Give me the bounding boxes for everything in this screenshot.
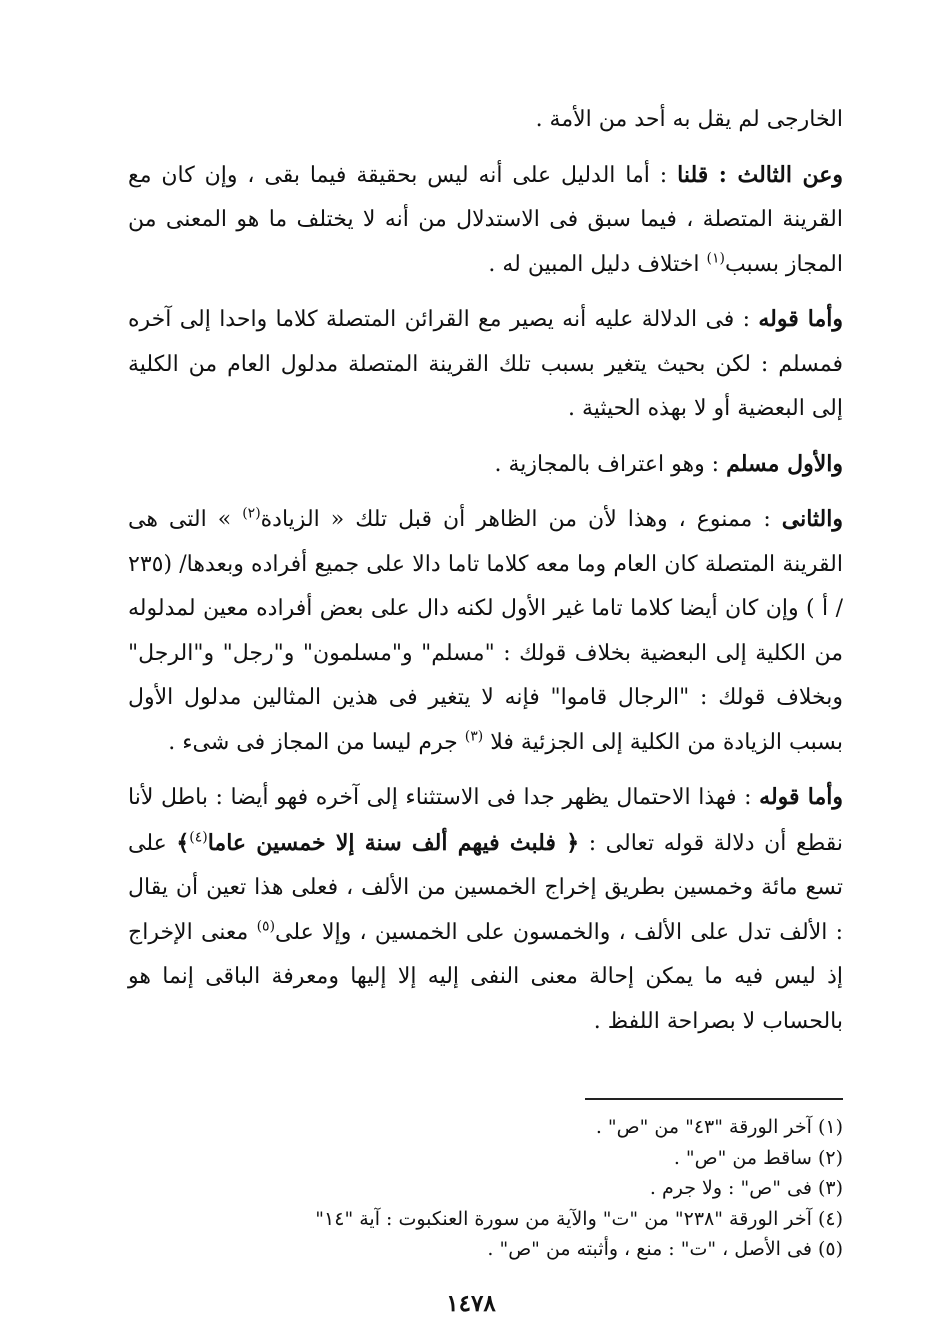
footnote-4: (٤) آخر الورقة "٢٣٨" من "ت" والآية من سورة العنكبوت : آية "١٤" bbox=[315, 1207, 843, 1230]
paragraph-text: : ممنوع ، وهذا لأن من الظاهر أن قبل تلك « الزيادة bbox=[260, 507, 771, 532]
paragraph-text: على تسع مائة وخمسين بطريق إخراج الخمسين من الألف ، فعلى هذا تعين أن يقال : الألف تدل على الألف ، والخمسون على الخمسين ، وإلا على bbox=[128, 830, 844, 945]
paragraph-lead: وأما قوله bbox=[758, 306, 843, 332]
footnote-divider bbox=[585, 1098, 843, 1100]
footnote-3: (٣) فى "ص" : ولا جرم . bbox=[649, 1177, 843, 1199]
footnote-ref: (١) bbox=[706, 250, 725, 267]
paragraph-text: جرم ليسا من المجاز فى شىء . bbox=[168, 729, 458, 755]
footnote-1: (١) آخر الورقة "٤٣" من "ص" . bbox=[595, 1116, 843, 1138]
paragraph-text: » التى هى القرينة المتصلة كان العام وما معه كلاما تاما دالا على جميع أفراده وبعدها/ (٢٣٥ / أ ) وإن كان أيضا كلاما تاما غير الأول لكنه دال على بعض أفراده معين لمدلوله من الكلية إلى البعضية بخلاف قولك : "مسلم" و"مسلمون" و"رجل" و"الرجل" وبخلاف قولك : "الرجال قاموا" فإنه لا يتغير فى هذين المثالين مدلول الأول بسبب الزيادة من الكلية إلى الجزئية فلا bbox=[128, 507, 843, 755]
paragraph-text-tail: اختلاف دليل المبين له . bbox=[488, 251, 700, 277]
paragraph-text: : وهو اعتراف بالمجازية . bbox=[494, 451, 720, 477]
footnote-ref: (٣) bbox=[464, 728, 484, 745]
footnote-ref: (٤) bbox=[189, 829, 208, 846]
paragraph-lead: وأما قوله bbox=[759, 784, 844, 810]
paragraph-text: : أما الدليل على أنه ليس بحقيقة فيما بقى ، وإن كان مع القرينة المتصلة ، فيما سبق فى الاستدلال من أنه لا يختلف ما هو المعنى من المجاز بسبب bbox=[128, 162, 843, 277]
paragraph-lead: وعن الثالث : قلنا bbox=[677, 161, 843, 188]
paragraph-first-accepted bbox=[128, 442, 843, 488]
paragraph-text: : فى الدلالة عليه أنه يصير مع القرائن المتصلة كلاما واحدا إلى آخره فمسلم : لكن بحيث يتغير بسبب تلك القرينة المتصلة مدلول العام من الكلية إلى البعضية أو لا بهذه الحيثية . bbox=[128, 307, 843, 421]
main-text bbox=[128, 98, 843, 1044]
paragraph-second bbox=[128, 497, 843, 765]
footnote-ref: (٥) bbox=[256, 918, 276, 935]
page-number: ١٤٧٨ bbox=[446, 1290, 496, 1317]
quran-bracket: ﴾ bbox=[176, 829, 190, 856]
footnotes bbox=[128, 1112, 843, 1265]
footnote-2: (٢) ساقط من "ص" . bbox=[673, 1146, 843, 1169]
paragraph-text: الخارجى لم يقل به أحد من الأمة . bbox=[535, 107, 843, 132]
paragraph-text: معنى الإخراج إذ ليس فيه ما يمكن إحالة معنى النفى إليه إلا إليها ومعرفة الباقى إنما هو بالحساب لا بصراحة اللفظ . bbox=[128, 919, 843, 1034]
paragraph-third-objection bbox=[128, 153, 843, 288]
paragraph-lead: والثانى bbox=[781, 506, 843, 532]
footnote-5: (٥) فى الأصل ، "ت" : منع ، وأثبته من "ص" . bbox=[487, 1238, 843, 1260]
paragraph-lead: والأول مسلم bbox=[726, 450, 843, 477]
paragraph-intro bbox=[128, 98, 843, 143]
paragraph-text: : فهذا الاحتمال يظهر جدا فى الاستثناء إلى آخره فهو أيضا : باطل لأنا نقطع أن دلالة قوله تعالى : bbox=[128, 785, 844, 856]
footnote-ref: (٢) bbox=[242, 505, 261, 522]
quran-verse: ﴿ فلبث فيهم ألف سنة إلا خمسين عاما bbox=[207, 829, 580, 856]
paragraph-his-saying-2 bbox=[128, 775, 843, 1044]
paragraph-his-saying-1 bbox=[128, 297, 843, 432]
